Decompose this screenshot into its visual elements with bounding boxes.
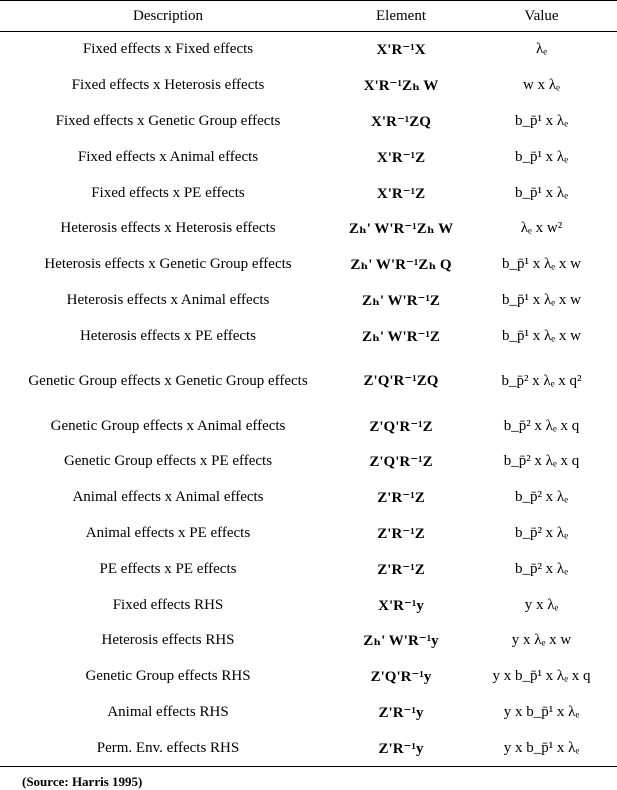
row-description: Fixed effects RHS [112,596,224,613]
header-description: Description [0,1,336,32]
row-description: Fixed effects x Animal effects [77,148,259,165]
row-element: Z'R⁻¹Z [377,525,425,542]
row-element: Z'Q'R⁻¹ZQ [363,373,439,390]
row-element: Z'R⁻¹y [336,730,466,766]
row-description: Perm. Env. effects RHS [0,730,336,766]
row-description: Fixed effects x PE effects [91,184,245,201]
table-row [0,516,617,552]
row-value: y x b_p̄¹ x λₑ x q [492,668,591,685]
header-row [0,1,617,32]
row-value: y x b_p̄¹ x λₑ [503,703,580,720]
table-row [0,68,617,104]
row-element: Z'Q'R⁻¹Z [369,418,433,435]
table-row [0,104,617,140]
table-row [0,175,617,211]
row-description: Animal effects x PE effects [85,524,251,541]
row-description: Fixed effects x Genetic Group effects [55,112,281,129]
table-row [0,695,617,731]
row-description: Fixed effects x Fixed effects [82,41,254,58]
row-element: X'R⁻¹X [376,42,426,59]
row-description: Genetic Group effects x Animal effects [50,417,286,434]
row-value: b_p̄² x λₑ x q² [501,373,582,390]
row-element: Zₕ' W'R⁻¹Zₕ Q [350,257,452,274]
row-element: X'R⁻¹Z [376,185,426,202]
table-row [0,408,617,444]
table-row [0,318,617,354]
table-row [0,247,617,283]
row-element: X'R⁻¹Z [376,149,426,166]
row-description: Genetic Group effects x PE effects [63,453,273,470]
row-value: b_p̄² x λₑ [514,560,569,577]
row-description: Animal effects RHS [107,703,229,720]
row-description: Heterosis effects RHS [101,632,235,649]
table-row [0,283,617,319]
row-value: λₑ [535,41,548,58]
row-description: Heterosis effects x PE effects [79,327,257,344]
table-row [0,444,617,480]
row-value: λₑ x w² [520,220,563,237]
row-element: X'R⁻¹ZQ [371,113,431,130]
row-description: Fixed effects x Heterosis effects [71,77,265,94]
row-value: b_p̄² x λₑ [514,489,569,506]
row-element: Zₕ' W'R⁻¹Z [362,328,440,345]
table-row [0,32,617,68]
row-description: Genetic Group effects RHS [85,668,251,685]
row-value: b_p̄² x λₑ [514,524,569,541]
table-row [0,551,617,587]
row-element: Zₕ' W'R⁻¹Zₕ W [348,221,454,238]
row-element: Z'R⁻¹Z [377,561,425,578]
header-element: Element [336,1,466,32]
row-element: Z'Q'R⁻¹y [370,669,432,686]
row-element: X'R⁻¹y [378,597,424,614]
row-element: Z'Q'R⁻¹Z [369,454,433,471]
row-element: Zₕ' W'R⁻¹Z [362,292,440,309]
row-element: Z'R⁻¹y [378,704,424,721]
table-row [0,354,617,408]
row-value: b_p̄¹ x λₑ x w [502,256,581,273]
row-value: b_p̄¹ x λₑ [514,184,569,201]
row-value: b_p̄¹ x λₑ x w [502,327,581,344]
row-value: b_p̄¹ x λₑ [514,112,569,129]
row-description: Heterosis effects x Heterosis effects [60,220,276,237]
row-value: b_p̄² x λₑ x q [503,417,580,434]
table-row [0,587,617,623]
row-description: Animal effects x Animal effects [72,489,264,506]
table-row [0,211,617,247]
table-row [0,730,617,766]
row-description: Heterosis effects x Animal effects [66,291,270,308]
row-description: Genetic Group effects x Genetic Group effects [28,373,308,390]
table-row [0,139,617,175]
row-value: b_p̄¹ x λₑ [514,148,569,165]
row-value: y x λₑ [524,596,559,613]
row-value: b_p̄¹ x λₑ x w [502,291,581,308]
row-element: X'R⁻¹Zₕ W [363,78,439,95]
table-row [0,659,617,695]
row-element: Zₕ' W'R⁻¹y [363,633,439,650]
table-row [0,623,617,659]
row-description: PE effects x PE effects [99,560,237,577]
row-value: y x λₑ x w [511,632,572,649]
row-element: Z'R⁻¹Z [377,490,425,507]
row-value: b_p̄² x λₑ x q [503,453,580,470]
table-body [0,32,617,767]
table-row [0,480,617,516]
source-note: (Source: Harris 1995) [22,774,143,789]
header-value: Value [466,1,617,32]
row-value: y x b_p̄¹ x λₑ [466,730,617,766]
row-value: w x λₑ [523,77,560,94]
row-description: Heterosis effects x Genetic Group effects [44,256,292,273]
